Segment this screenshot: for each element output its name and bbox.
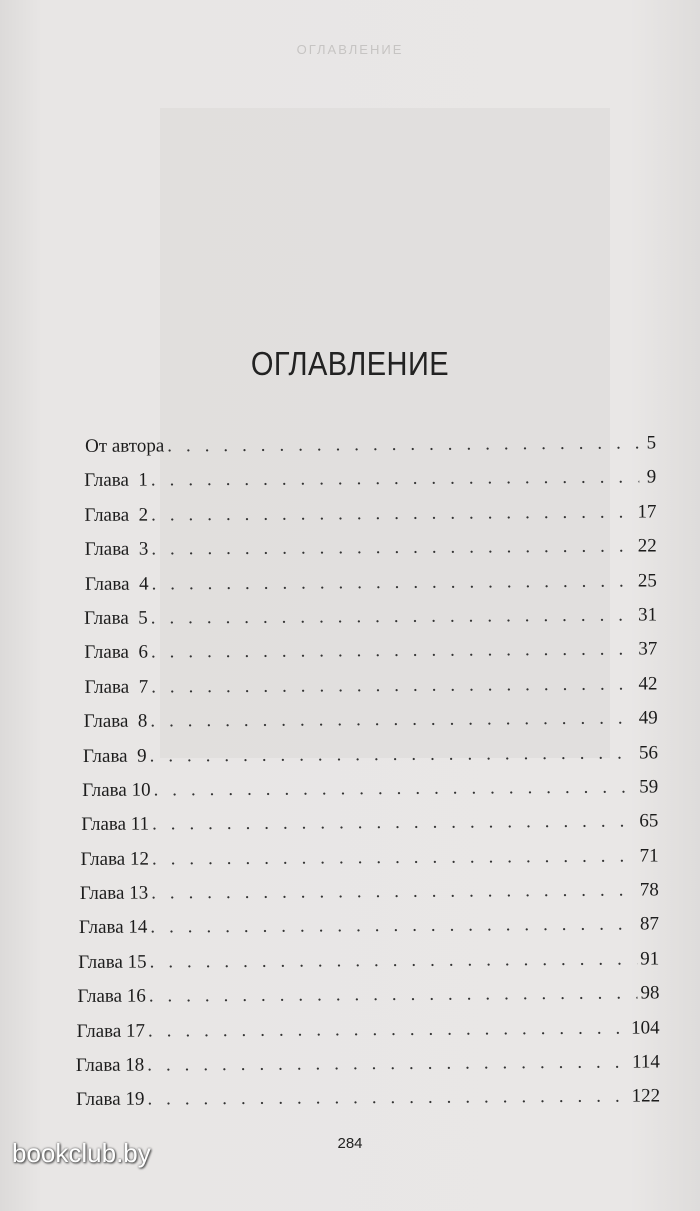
toc-entry <box>75 914 659 952</box>
dot-leader <box>151 880 637 905</box>
toc-entry-label: Глава 19 <box>75 1088 145 1111</box>
dot-leader <box>151 501 635 526</box>
toc-entry-label: Глава 12 <box>80 848 150 870</box>
dot-leader <box>150 708 636 733</box>
dot-leader <box>147 1052 629 1077</box>
toc-entry-page: 25 <box>637 569 657 592</box>
toc-entry-label: Глава 13 <box>79 882 149 905</box>
toc-entry-page: 9 <box>646 466 657 488</box>
page-number: 284 <box>337 1135 363 1152</box>
toc-entry <box>74 742 658 780</box>
toc-entry-page: 87 <box>639 913 660 936</box>
toc-entry-label: Глава 9 <box>82 745 147 767</box>
toc-entry-label: Глава 8 <box>83 710 148 733</box>
toc-entry-label: Глава 5 <box>84 607 148 629</box>
toc-entry-label: Глава 18 <box>75 1054 145 1077</box>
dot-leader <box>150 742 637 767</box>
toc-entry-page: 65 <box>639 810 659 832</box>
toc-entry <box>72 501 656 539</box>
toc-entry <box>73 604 657 642</box>
toc-entry-label: Глава 6 <box>84 641 149 664</box>
dot-leader <box>147 1086 628 1111</box>
toc-entry-page: 71 <box>639 845 659 867</box>
toc-entry-page: 91 <box>640 948 660 970</box>
toc-entry <box>75 880 659 918</box>
toc-entry <box>75 983 659 1021</box>
toc-entry <box>72 432 656 470</box>
toc-entry <box>76 1086 660 1124</box>
toc-entry <box>72 467 656 505</box>
dot-leader <box>150 914 637 939</box>
toc-entry <box>74 811 658 849</box>
toc-entry <box>74 708 658 746</box>
toc-entry <box>75 948 659 986</box>
toc-entry-label: Глава 14 <box>78 917 148 939</box>
toc-entry <box>74 776 658 814</box>
toc-entry <box>73 639 657 677</box>
toc-entry-page: 17 <box>637 501 657 523</box>
toc-entry-page: 78 <box>639 879 659 901</box>
dot-leader <box>151 536 635 561</box>
toc-entry-label: Глава 15 <box>78 951 147 973</box>
toc-entry-page: 122 <box>631 1085 661 1108</box>
dot-leader <box>148 1017 628 1042</box>
toc-entry-page: 31 <box>638 604 658 626</box>
dot-leader <box>152 811 636 836</box>
dot-leader <box>151 467 640 492</box>
table-of-contents <box>72 432 660 1123</box>
toc-entry-label: От автора <box>84 435 165 457</box>
toc-entry <box>76 1051 660 1089</box>
dot-leader <box>152 845 637 870</box>
toc-entry-page: 5 <box>646 432 657 454</box>
toc-entry-label: Глава 17 <box>76 1020 146 1042</box>
toc-entry-page: 49 <box>638 707 658 729</box>
watermark: bookclub.by <box>12 1138 151 1168</box>
dot-leader <box>151 673 636 698</box>
toc-entry-label: Глава 3 <box>84 538 149 561</box>
toc-entry-page: 59 <box>639 776 659 798</box>
toc-entry <box>75 845 659 883</box>
dot-leader <box>151 570 635 595</box>
running-head: ОГЛАВЛЕНИЕ <box>296 42 404 57</box>
toc-entry-label: Глава 11 <box>81 813 150 836</box>
page-title: ОГЛАВЛЕНИЕ <box>250 345 450 382</box>
toc-entry-page: 104 <box>631 1017 660 1039</box>
toc-entry <box>76 1017 660 1055</box>
toc-entry-label: Глава 10 <box>82 779 151 801</box>
toc-entry-label: Глава 2 <box>84 504 149 526</box>
toc-entry-page: 22 <box>637 535 657 557</box>
toc-entry-page: 98 <box>640 982 660 1004</box>
dot-leader <box>150 948 638 973</box>
toc-entry-page: 56 <box>638 741 659 764</box>
toc-entry-page: 42 <box>638 673 658 695</box>
dot-leader <box>149 983 638 1008</box>
toc-entry <box>73 673 657 711</box>
toc-entry <box>73 570 657 608</box>
toc-entry <box>73 536 657 574</box>
toc-entry-page: 114 <box>631 1051 660 1073</box>
toc-entry-label: Глава 16 <box>77 985 146 1008</box>
dot-leader <box>151 605 636 630</box>
toc-entry-label: Глава 1 <box>84 469 148 492</box>
dot-leader <box>151 639 636 664</box>
toc-entry-label: Глава 7 <box>84 676 149 698</box>
toc-entry-page: 37 <box>638 638 658 660</box>
dot-leader <box>167 433 639 458</box>
dot-leader <box>153 776 636 801</box>
toc-entry-label: Глава 4 <box>84 573 149 595</box>
